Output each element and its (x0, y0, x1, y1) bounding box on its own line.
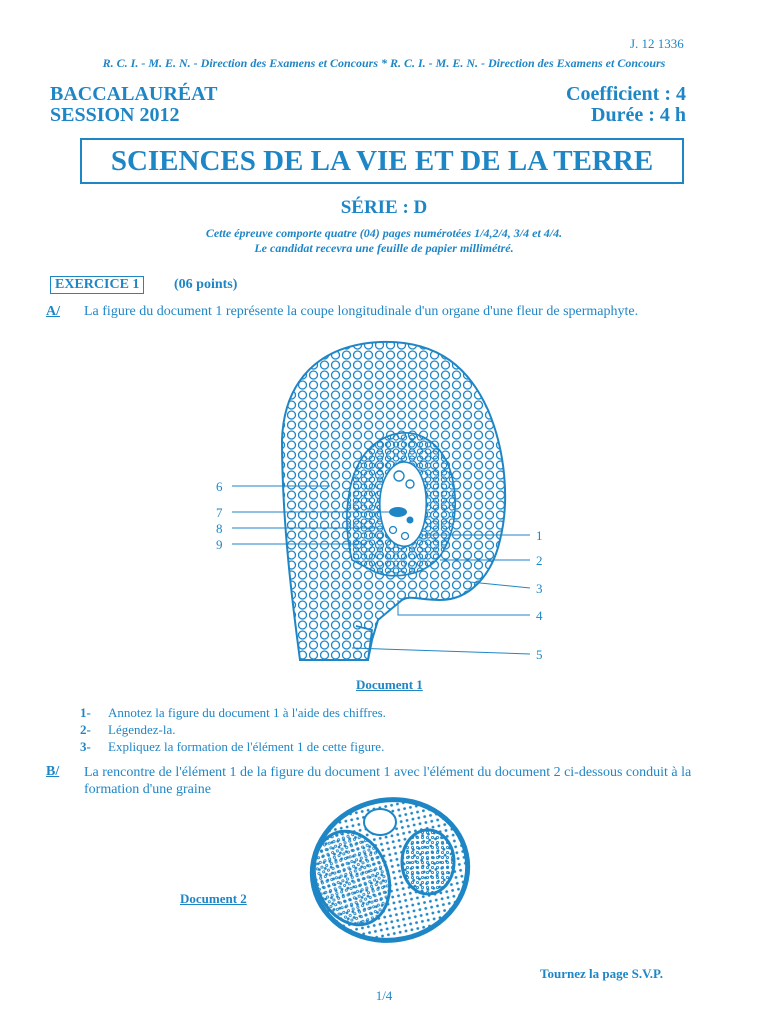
label-2: 2 (536, 553, 543, 568)
ovule-body (282, 342, 505, 660)
part-a-marker: A/ (46, 304, 60, 319)
part-b-marker: B/ (46, 764, 60, 779)
page-number: 1/4 (375, 988, 393, 1003)
note-pages: Cette épreuve comporte quatre (04) pages numérotées 1/4,2/4, 3/4 et 4/4. (205, 226, 563, 240)
exam-name: BACCALAURÉAT (50, 83, 218, 105)
serie-label: SÉRIE : D (340, 197, 428, 218)
exercise-label: EXERCICE 1 (50, 276, 144, 294)
label-5: 5 (536, 647, 543, 662)
part-a-text: La figure du document 1 représente la coupe longitudinale d'un organe d'une fleur de spermaphyte. (84, 304, 639, 319)
exam-info (50, 84, 217, 126)
label-4: 4 (536, 608, 543, 623)
label-1: 1 (536, 528, 543, 543)
question-item: 3- Expliquez la formation de l'élément 1 de cette figure. (80, 739, 385, 754)
funicle (300, 626, 372, 660)
question-item: 2- Légendez-la. (80, 722, 176, 737)
part-b-text: La rencontre de l'élément 1 de la figure du document 1 avec l'élément du document 2 ci-dessous conduit à la formation d'une graine (84, 765, 692, 797)
duration: Durée : 4 h (591, 104, 686, 126)
embryo-sac (380, 462, 426, 546)
nucellus (347, 433, 455, 576)
exam-meta (566, 84, 686, 126)
exam-reference: J. 12 1336 (630, 36, 684, 51)
turn-page-note: Tournez la page S.V.P. (540, 966, 664, 981)
section-outline (299, 785, 481, 954)
question-item: 1- Annotez la figure du document 1 à l'aide des chiffres. (80, 705, 386, 720)
document-2-caption: Document 2 (180, 891, 247, 906)
label-8: 8 (216, 521, 223, 536)
label-9: 9 (216, 537, 223, 552)
page-title: SCIENCES DE LA VIE ET DE LA TERRE (80, 138, 684, 184)
note-paper: Le candidat recevra une feuille de papier millimétré. (254, 241, 514, 255)
exam-notes (0, 226, 768, 256)
label-6: 6 (216, 479, 223, 494)
label-3: 3 (536, 581, 543, 596)
question-list (80, 704, 386, 755)
coefficient: Coefficient : 4 (566, 83, 686, 105)
ministry-banner: R. C. I. - M. E. N. - Direction des Examens et Concours * R. C. I. - M. E. N. - Direction des Examens et Concours (102, 56, 666, 70)
label-7: 7 (216, 505, 223, 520)
exam-session: SESSION 2012 (50, 104, 180, 126)
document-1-caption: Document 1 (356, 677, 423, 692)
exercise-points: (06 points) (174, 277, 238, 292)
